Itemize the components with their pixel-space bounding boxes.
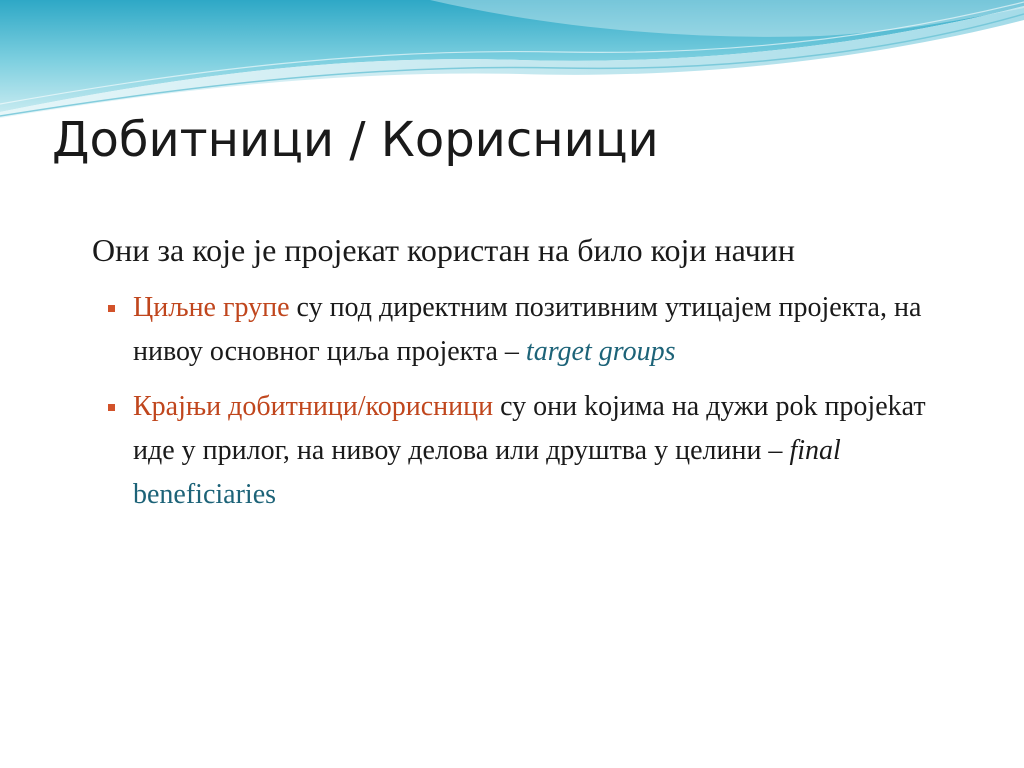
- bullet-target-groups: [92, 286, 972, 374]
- bullet-list: [92, 286, 972, 517]
- english-term: target groups: [525, 336, 676, 367]
- english-term-beneficiaries: beneficiaries: [133, 479, 277, 510]
- bullet-final-beneficiaries: [92, 385, 972, 517]
- decorative-wave-header: [0, 0, 1024, 130]
- square-bullet-icon: [108, 404, 115, 411]
- term-target-groups: Циљне групе: [133, 292, 290, 323]
- square-bullet-icon: [108, 305, 115, 312]
- lead-text: Они за које је пројекат користан на било који начин: [92, 232, 795, 268]
- slide-body: [92, 226, 972, 528]
- english-term-final: final: [789, 435, 841, 466]
- slide-title: Добитници / Корисници: [52, 112, 659, 168]
- bullet-description: су они kојима на дужи рok пројеkат иде у прилог, на нивоу делова или друштва у целини –: [133, 391, 926, 466]
- term-final-beneficiaries: Крајњи добитници/корисници: [133, 391, 494, 422]
- bullet-description: су под директним позитивним утицајем пројекта, на нивоу основног циља пројекта –: [133, 292, 922, 367]
